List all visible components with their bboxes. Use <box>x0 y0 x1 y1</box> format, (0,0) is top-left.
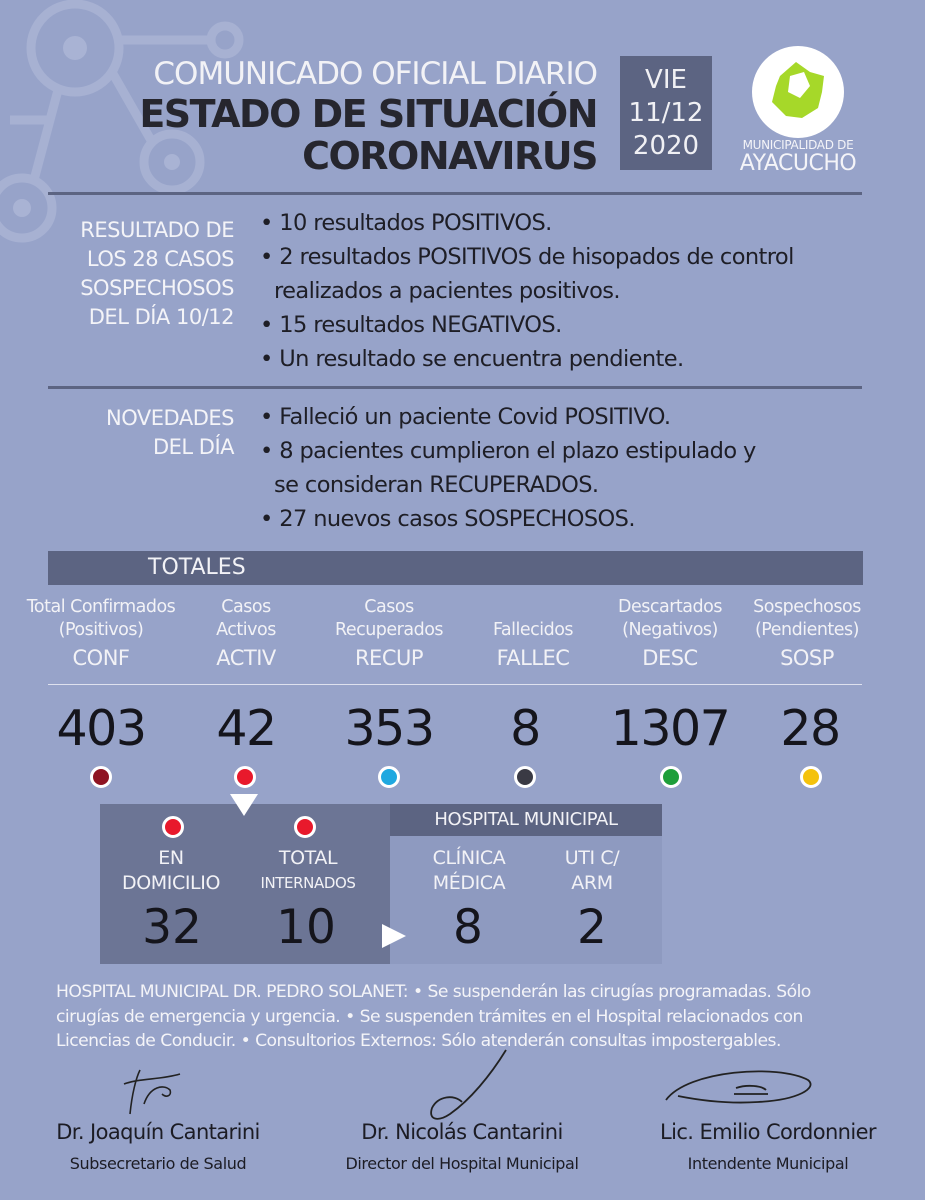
hospital-title: HOSPITAL MUNICIPAL <box>390 804 662 836</box>
date-year: 2020 <box>632 131 700 161</box>
internados-label: TOTAL INTERNADOS <box>260 847 356 892</box>
news-list <box>260 400 756 536</box>
status-dot-fallec <box>514 766 536 788</box>
results-list <box>260 206 794 376</box>
col-head-fallec: Fallecidos FALLEC <box>492 620 574 670</box>
value-desc: 1307 <box>610 700 730 757</box>
status-dot-sosp <box>800 766 822 788</box>
arrow-down-icon <box>230 794 258 816</box>
signature-image <box>110 1064 190 1120</box>
value-sosp: 28 <box>780 700 840 757</box>
news-label: NOVEDADES DEL DÍA <box>106 406 234 459</box>
results-label: RESULTADO DE LOS 28 CASOS SOSPECHOSOS DEL DÍA 10/12 <box>80 218 234 329</box>
status-dot-recup <box>378 766 400 788</box>
signature-title: Subsecretario de Salud <box>69 1154 247 1173</box>
list-item: • Un resultado se encuentra pendiente. <box>260 346 684 372</box>
hospital-notice: HOSPITAL MUNICIPAL DR. PEDRO SOLANET: • Se suspenderán las cirugías programadas. Sólo cirugías de emergencia y urgencia. • Se suspenden trámites en el Hospital relacionados con Licencias de Conducir. • Consultorios Externos: Sólo atenderán consultas impostergables. <box>56 982 811 1051</box>
signature-title: Intendente Municipal <box>687 1154 849 1173</box>
list-item: • 27 nuevos casos SOSPECHOSOS. <box>260 506 635 532</box>
signature-name: Dr. Nicolás Cantarini <box>361 1120 563 1144</box>
col-head-sosp: Sospechosos (Pendientes) SOSP <box>753 597 861 670</box>
home-value: 32 <box>142 900 202 955</box>
municipality-name: AYACUCHO <box>739 151 857 176</box>
uti-value: 2 <box>577 900 607 955</box>
header-subtitle: COMUNICADO OFICIAL DIARIO <box>153 56 597 92</box>
status-dot-activ <box>234 766 256 788</box>
arrow-right-icon <box>382 924 406 948</box>
col-head-recup: Casos Recuperados RECUP <box>334 597 444 670</box>
date-day: VIE <box>645 65 687 95</box>
header-title-line2: CORONAVIRUS <box>302 134 597 178</box>
date-box <box>620 56 712 170</box>
municipality-logo <box>752 46 844 138</box>
signature-title: Director del Hospital Municipal <box>345 1154 579 1173</box>
list-item: • Falleció un paciente Covid POSITIVO. <box>260 404 671 430</box>
list-item: • 10 resultados POSITIVOS. <box>260 210 552 236</box>
home-dot <box>162 816 184 838</box>
value-activ: 42 <box>216 700 276 757</box>
status-dot-desc <box>660 766 682 788</box>
list-item: • 15 resultados NEGATIVOS. <box>260 312 562 338</box>
signature-name: Lic. Emilio Cordonnier <box>660 1120 876 1144</box>
date-daymonth: 11/12 <box>628 98 704 128</box>
list-item: • 8 pacientes cumplieron el plazo estipulado y se consideran RECUPERADOS. <box>260 438 756 498</box>
col-head-activ: Casos Activos ACTIV <box>216 597 276 670</box>
municipality-label: MUNICIPALIDAD DE <box>742 138 854 152</box>
clinic-value: 8 <box>453 900 483 955</box>
col-head-conf: Total Confirmados (Positivos) CONF <box>26 597 176 670</box>
divider <box>48 386 862 389</box>
header-title-line1: ESTADO DE SITUACIÓN <box>139 92 597 136</box>
value-fallec: 8 <box>510 700 540 757</box>
ayacucho-map-icon <box>752 46 844 138</box>
status-dot-conf <box>90 766 112 788</box>
col-head-desc: Descartados (Negativos) DESC <box>618 597 722 670</box>
internados-value: 10 <box>276 900 336 955</box>
signature-image <box>410 1046 520 1126</box>
divider <box>48 192 862 195</box>
value-conf: 403 <box>56 700 146 757</box>
list-item: • 2 resultados POSITIVOS de hisopados de control realizados a pacientes positivos. <box>260 244 794 304</box>
signature-image <box>658 1060 838 1120</box>
totals-header: TOTALES <box>48 551 863 585</box>
internados-dot <box>294 816 316 838</box>
divider <box>48 684 862 685</box>
clinic-label: CLÍNICA MÉDICA <box>432 847 506 894</box>
home-label: EN DOMICILIO <box>122 847 220 894</box>
signature-name: Dr. Joaquín Cantarini <box>56 1120 260 1144</box>
uti-label: UTI C/ ARM <box>564 847 620 894</box>
value-recup: 353 <box>344 700 434 757</box>
